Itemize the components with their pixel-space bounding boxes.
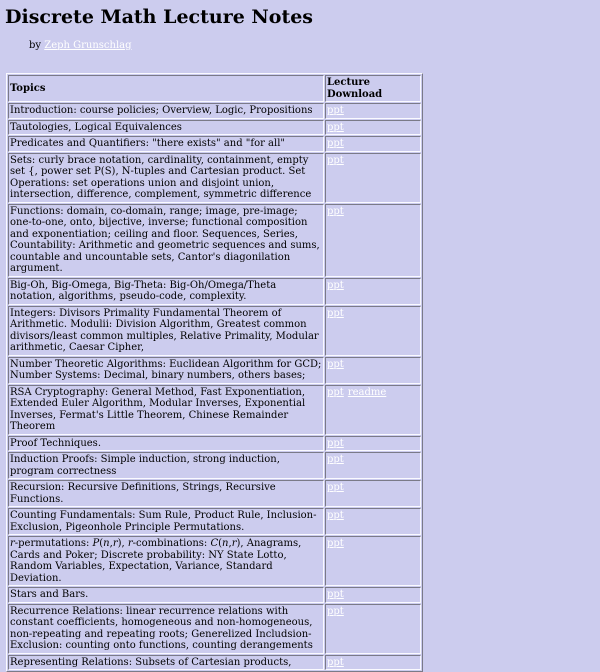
download-cell bbox=[325, 204, 421, 277]
topic-text-part: P bbox=[92, 538, 100, 549]
topic-cell: Predicates and Quantifiers: "there exists" and "for all" bbox=[8, 136, 324, 152]
ppt-download-link[interactable]: ppt bbox=[327, 437, 344, 449]
topic-cell: Counting Fundamentals: Sum Rule, Product Rule, Inclusion-Exclusion, Pigeonhole Principle Permutations. bbox=[8, 508, 324, 535]
topic-text-part: r bbox=[10, 538, 15, 549]
topic-text-part: r bbox=[231, 538, 237, 549]
topic-cell: Recursion: Recursive Definitions, Strings, Recursive Functions. bbox=[8, 480, 324, 507]
table-row bbox=[8, 587, 421, 603]
download-cell bbox=[325, 508, 421, 535]
download-cell bbox=[325, 153, 421, 203]
ppt-download-link[interactable]: ppt bbox=[327, 205, 344, 217]
topic-text-part: , bbox=[109, 538, 113, 549]
topic-text-part: ( bbox=[99, 538, 104, 549]
download-cell bbox=[325, 278, 421, 305]
topic-text-part: ), bbox=[117, 538, 128, 549]
ppt-download-link[interactable]: ppt bbox=[327, 105, 344, 116]
ppt-download-link[interactable]: ppt bbox=[327, 605, 344, 617]
table-row bbox=[8, 604, 421, 654]
topic-cell: Recurrence Relations: linear recurrence relations with constant coefficients, homogeneous and non-homogeneous, non-repeating and repeating roots; Generelized Includsion-Exclusion: counting onto functions, counting derangements bbox=[8, 604, 324, 654]
lecture-notes-table bbox=[6, 73, 423, 672]
download-cell bbox=[325, 536, 421, 586]
byline-prefix: by bbox=[29, 40, 42, 51]
topic-text-part: -permutations: bbox=[14, 538, 93, 549]
ppt-download-link[interactable]: ppt bbox=[327, 454, 344, 465]
table-row bbox=[8, 436, 421, 452]
download-cell bbox=[325, 103, 421, 119]
table-row bbox=[8, 278, 421, 305]
table-row bbox=[8, 385, 421, 435]
table-row bbox=[8, 103, 421, 119]
topic-text-part: r bbox=[112, 538, 118, 549]
topic-cell: RSA Cryptography: General Method, Fast Exponentiation, Extended Euler Algorithm, Modular Inverses, Exponential Inverses, Fermat's Little Theorem, Chinese Remainder Theorem bbox=[8, 385, 324, 435]
topic-cell: Functions: domain, co-domain, range; image, pre-image; one-to-one, onto, bijective, inverse; functional composition and exponentiation; ceiling and floor. Sequences, Series, Countability: Arithmetic and geometric sequences and sums, countable and uncountable sets, Cantor's diagonilation argument. bbox=[8, 204, 324, 277]
ppt-download-link[interactable]: ppt bbox=[327, 589, 344, 600]
table-row bbox=[8, 508, 421, 535]
topic-text-part: C bbox=[210, 538, 219, 549]
download-cell bbox=[325, 385, 421, 435]
topic-text-part: , bbox=[228, 538, 232, 549]
author-link[interactable]: Zeph Grunschlag bbox=[44, 40, 132, 51]
readme-download-link[interactable]: readme bbox=[347, 386, 387, 398]
download-cell bbox=[325, 587, 421, 603]
byline bbox=[29, 40, 132, 52]
download-cell bbox=[325, 655, 421, 671]
download-cell bbox=[325, 436, 421, 452]
ppt-download-link[interactable]: ppt bbox=[327, 121, 344, 133]
ppt-download-link[interactable]: ppt bbox=[327, 386, 344, 398]
ppt-download-link[interactable]: ppt bbox=[327, 279, 344, 291]
download-cell bbox=[325, 306, 421, 356]
download-cell bbox=[325, 136, 421, 152]
ppt-download-link[interactable]: ppt bbox=[327, 656, 344, 668]
topic-cell: Stars and Bars. bbox=[8, 587, 324, 603]
ppt-download-link[interactable]: ppt bbox=[327, 510, 344, 521]
topic-cell: Proof Techniques. bbox=[8, 436, 324, 452]
topic-text-part: n bbox=[222, 538, 229, 549]
table-row bbox=[8, 452, 421, 479]
page-title: Discrete Math Lecture Notes bbox=[5, 6, 314, 28]
table-row bbox=[8, 153, 421, 203]
table-body bbox=[8, 103, 421, 670]
topic-text-part: r bbox=[127, 538, 133, 549]
topic-cell: Introduction: course policies; Overview, Logic, Propositions bbox=[8, 103, 324, 119]
download-cell bbox=[325, 357, 421, 384]
topic-cell: Sets: curly brace notation, cardinality, containment, empty set {, power set P(S), N-tuples and Cartesian product. Set Operations: set operations union and disjoint union, intersection, difference, complement, symmetric difference bbox=[8, 153, 324, 203]
lecture-download-header: Lecture Download bbox=[325, 75, 421, 102]
download-cell bbox=[325, 604, 421, 654]
topic-text-part: n bbox=[103, 538, 110, 549]
table-row bbox=[8, 480, 421, 507]
download-cell bbox=[325, 120, 421, 136]
download-cell bbox=[325, 452, 421, 479]
table-row bbox=[8, 306, 421, 356]
table-header-row bbox=[8, 75, 421, 102]
topic-text-part: ( bbox=[218, 538, 223, 549]
topics-header: Topics bbox=[8, 75, 324, 102]
topic-cell: Integers: Divisors Primality Fundamental Theorem of Arithmetic. Modulii: Division Algorithm, Greatest common divisors/least common multiples, Relative Primality, Modular arithmetic, Caesar Cipher, bbox=[8, 306, 324, 356]
table-row bbox=[8, 136, 421, 152]
ppt-download-link[interactable]: ppt bbox=[327, 538, 344, 549]
ppt-download-link[interactable]: ppt bbox=[327, 307, 344, 319]
topic-cell: Tautologies, Logical Equivalences bbox=[8, 120, 324, 136]
ppt-download-link[interactable]: ppt bbox=[327, 154, 344, 166]
topic-cell: Induction Proofs: Simple induction, strong induction, program correctness bbox=[8, 452, 324, 479]
table-row bbox=[8, 204, 421, 277]
download-cell bbox=[325, 480, 421, 507]
ppt-download-link[interactable]: ppt bbox=[327, 358, 344, 370]
topic-cell bbox=[8, 536, 324, 586]
topic-text-part: ), Anagrams, Cards and Poker; Discrete probability: NY State Lotto, Random Variables, Expectation, Variance, Standard Deviation. bbox=[10, 538, 302, 584]
table-row bbox=[8, 120, 421, 136]
ppt-download-link[interactable]: ppt bbox=[327, 138, 344, 149]
topic-cell: Big-Oh, Big-Omega, Big-Theta: Big-Oh/Omega/Theta notation, algorithms, pseudo-code, complexity. bbox=[8, 278, 324, 305]
topic-text-part: -combinations: bbox=[132, 538, 211, 549]
table-row bbox=[8, 357, 421, 384]
ppt-download-link[interactable]: ppt bbox=[327, 482, 344, 493]
topic-cell: Representing Relations: Subsets of Cartesian products, bbox=[8, 655, 324, 671]
table-row bbox=[8, 536, 421, 586]
topic-cell: Number Theoretic Algorithms: Euclidean Algorithm for GCD; Number Systems: Decimal, binary numbers, others bases; bbox=[8, 357, 324, 384]
table-row bbox=[8, 655, 421, 671]
